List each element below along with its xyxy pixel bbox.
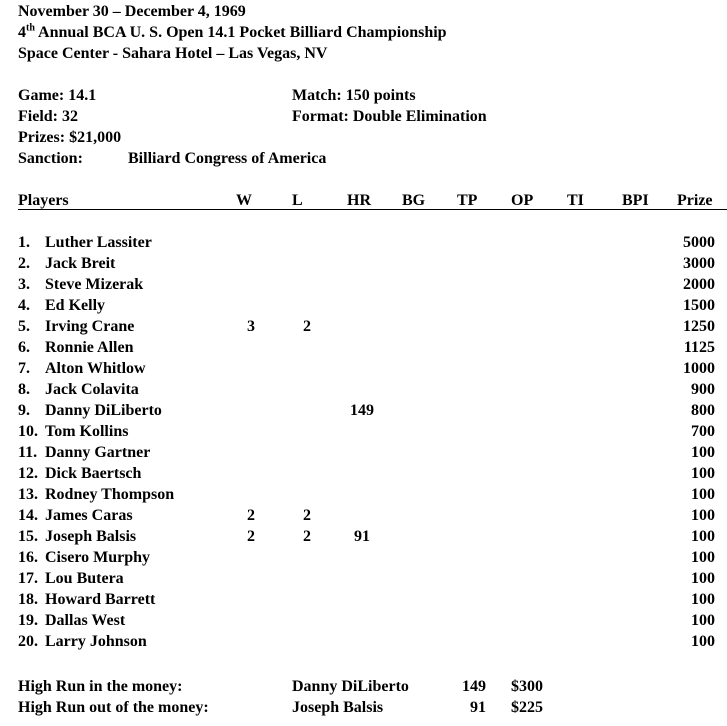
player-name: Alton Whitlow bbox=[45, 360, 146, 377]
player-name: Dick Baertsch bbox=[45, 465, 142, 482]
player-prize: 100 bbox=[691, 591, 715, 608]
player-prize: 2000 bbox=[683, 276, 715, 293]
table-row bbox=[0, 253, 727, 274]
player-name: Ed Kelly bbox=[45, 297, 106, 314]
table-row bbox=[0, 505, 727, 526]
player-name: Jack Breit bbox=[45, 255, 116, 272]
header-l: L bbox=[292, 192, 303, 209]
player-rank: 15. bbox=[18, 528, 38, 545]
player-prize: 700 bbox=[691, 423, 715, 440]
table-row bbox=[0, 526, 727, 547]
info-prizes: Prizes: $21,000 bbox=[18, 129, 122, 146]
player-name: Cisero Murphy bbox=[45, 549, 151, 566]
info-match: Match: 150 points bbox=[292, 87, 416, 104]
player-name: Tom Kollins bbox=[45, 423, 129, 440]
table-row bbox=[0, 274, 727, 295]
player-high-run: 149 bbox=[350, 402, 374, 419]
player-rank: 12. bbox=[18, 465, 38, 482]
player-name: Rodney Thompson bbox=[45, 486, 175, 503]
high-run-out-money-run: 91 bbox=[470, 699, 486, 716]
player-rank: 20. bbox=[18, 633, 38, 650]
player-prize: 1000 bbox=[683, 360, 715, 377]
player-rank: 16. bbox=[18, 549, 38, 566]
player-rank: 10. bbox=[18, 423, 38, 440]
player-name: Luther Lassiter bbox=[45, 234, 152, 251]
header-bpi: BPI bbox=[622, 192, 649, 209]
table-row bbox=[0, 484, 727, 505]
header-players: Players bbox=[18, 192, 69, 209]
table-row bbox=[0, 232, 727, 253]
player-name: Danny DiLiberto bbox=[45, 402, 162, 419]
header-prize: Prize bbox=[677, 192, 713, 209]
table-row bbox=[0, 337, 727, 358]
player-wins: 2 bbox=[247, 507, 255, 524]
player-wins: 3 bbox=[247, 318, 255, 335]
player-name: Howard Barrett bbox=[45, 591, 156, 608]
table-row bbox=[0, 568, 727, 589]
event-dates: November 30 – December 4, 1969 bbox=[18, 3, 246, 20]
header-tp: TP bbox=[457, 192, 478, 209]
player-name: Joseph Balsis bbox=[45, 528, 137, 545]
player-name: Jack Colavita bbox=[45, 381, 139, 398]
player-prize: 5000 bbox=[683, 234, 715, 251]
header-underline bbox=[18, 209, 727, 210]
table-row bbox=[0, 316, 727, 337]
info-field: Field: 32 bbox=[18, 108, 78, 125]
player-high-run: 91 bbox=[354, 528, 370, 545]
player-prize: 100 bbox=[691, 549, 715, 566]
player-rank: 3. bbox=[18, 276, 30, 293]
high-run-in-money-player: Danny DiLiberto bbox=[292, 678, 409, 695]
player-rank: 7. bbox=[18, 360, 30, 377]
player-prize: 100 bbox=[691, 633, 715, 650]
player-prize: 100 bbox=[691, 612, 715, 629]
info-sanction-label: Sanction: bbox=[18, 150, 83, 167]
player-prize: 100 bbox=[691, 507, 715, 524]
player-rank: 18. bbox=[18, 591, 38, 608]
header-w: W bbox=[236, 192, 252, 209]
player-rank: 14. bbox=[18, 507, 38, 524]
table-row bbox=[0, 295, 727, 316]
player-name: Irving Crane bbox=[45, 318, 135, 335]
player-prize: 100 bbox=[691, 570, 715, 587]
player-losses: 2 bbox=[303, 528, 311, 545]
player-rank: 11. bbox=[18, 444, 38, 461]
header-bg: BG bbox=[402, 192, 426, 209]
player-prize: 100 bbox=[691, 528, 715, 545]
player-wins: 2 bbox=[247, 528, 255, 545]
player-rank: 2. bbox=[18, 255, 30, 272]
table-row bbox=[0, 442, 727, 463]
title-text: Annual BCA U. S. Open 14.1 Pocket Billiard Championship bbox=[34, 24, 447, 41]
header-ti: TI bbox=[567, 192, 584, 209]
player-name: Dallas West bbox=[45, 612, 126, 629]
table-row bbox=[0, 358, 727, 379]
high-run-out-money-label: High Run out of the money: bbox=[18, 699, 209, 716]
player-rank: 9. bbox=[18, 402, 30, 419]
player-prize: 3000 bbox=[683, 255, 715, 272]
table-row bbox=[0, 610, 727, 631]
table-row bbox=[0, 379, 727, 400]
title-ordinal-suffix: th bbox=[26, 22, 35, 34]
player-rank: 6. bbox=[18, 339, 30, 356]
high-run-in-money-run: 149 bbox=[462, 678, 486, 695]
player-rank: 13. bbox=[18, 486, 38, 503]
player-rank: 19. bbox=[18, 612, 38, 629]
player-prize: 100 bbox=[691, 486, 715, 503]
player-losses: 2 bbox=[303, 507, 311, 524]
high-run-out-money-prize: $225 bbox=[511, 699, 543, 716]
player-prize: 100 bbox=[691, 444, 715, 461]
player-prize: 1125 bbox=[683, 339, 715, 356]
player-prize: 900 bbox=[691, 381, 715, 398]
event-venue: Space Center - Sahara Hotel – Las Vegas, NV bbox=[18, 45, 328, 62]
player-prize: 800 bbox=[691, 402, 715, 419]
info-game: Game: 14.1 bbox=[18, 87, 97, 104]
player-name: Danny Gartner bbox=[45, 444, 151, 461]
header-hr: HR bbox=[347, 192, 371, 209]
table-row bbox=[0, 631, 727, 652]
high-run-out-money-player: Joseph Balsis bbox=[292, 699, 384, 716]
title-ordinal: 4 bbox=[18, 24, 26, 41]
player-name: Steve Mizerak bbox=[45, 276, 144, 293]
player-losses: 2 bbox=[303, 318, 311, 335]
player-prize: 100 bbox=[691, 465, 715, 482]
info-format: Format: Double Elimination bbox=[292, 108, 487, 125]
table-row bbox=[0, 547, 727, 568]
player-prize: 1250 bbox=[683, 318, 715, 335]
high-run-in-money-label: High Run in the money: bbox=[18, 678, 183, 695]
player-name: James Caras bbox=[45, 507, 133, 524]
table-row bbox=[0, 421, 727, 442]
player-rank: 17. bbox=[18, 570, 38, 587]
player-rank: 1. bbox=[18, 234, 30, 251]
player-name: Lou Butera bbox=[45, 570, 124, 587]
player-rank: 5. bbox=[18, 318, 30, 335]
player-rank: 4. bbox=[18, 297, 30, 314]
player-name: Ronnie Allen bbox=[45, 339, 134, 356]
table-row bbox=[0, 400, 727, 421]
player-name: Larry Johnson bbox=[45, 633, 147, 650]
table-row bbox=[0, 589, 727, 610]
event-title bbox=[18, 22, 447, 43]
info-sanction-value: Billiard Congress of America bbox=[128, 150, 327, 167]
header-op: OP bbox=[511, 192, 534, 209]
table-row bbox=[0, 463, 727, 484]
high-run-in-money-prize: $300 bbox=[511, 678, 543, 695]
player-rank: 8. bbox=[18, 381, 30, 398]
player-prize: 1500 bbox=[683, 297, 715, 314]
